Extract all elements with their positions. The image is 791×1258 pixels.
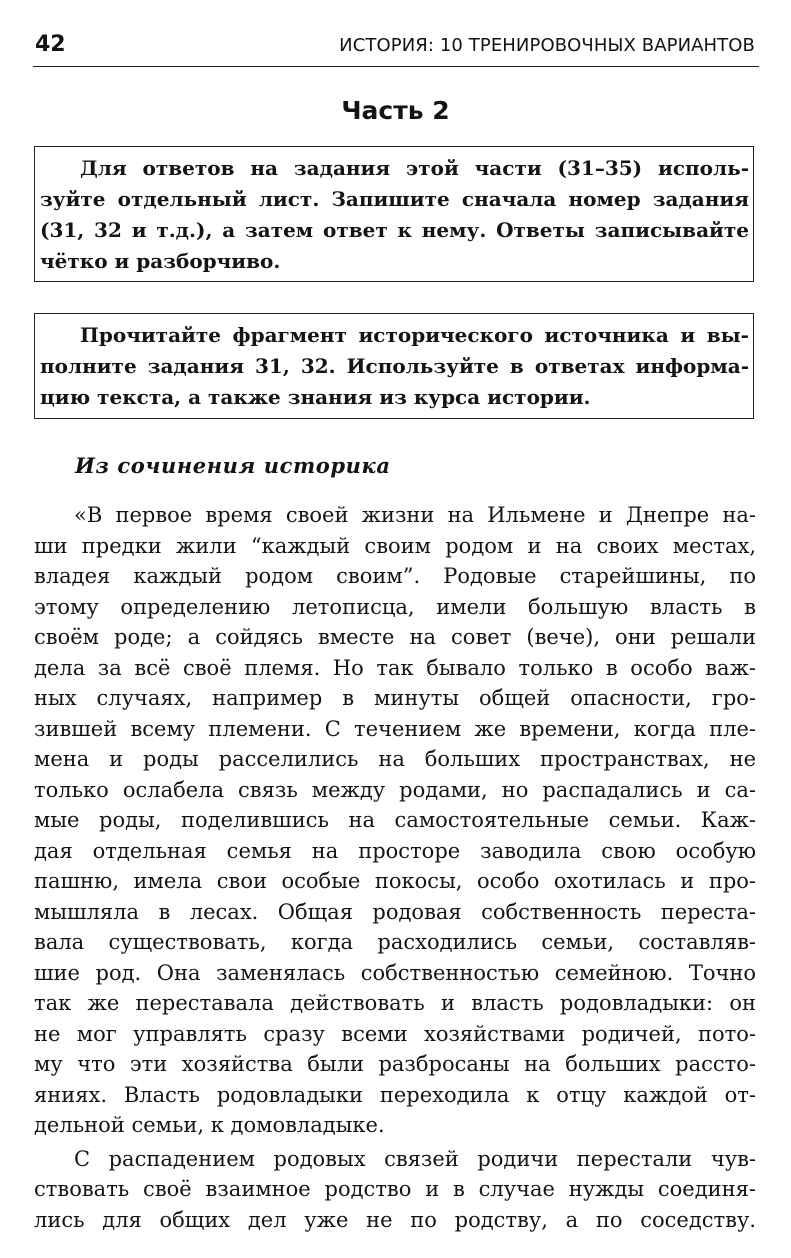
part-title: Часть 2 bbox=[341, 96, 450, 125]
reading-task-line: цию текста, а также знания из курса истории. bbox=[40, 385, 591, 409]
instructions-line: Для ответов на задания этой части (31–35) исполь- bbox=[80, 156, 749, 180]
text-line: не мог управлять сразу всеми хозяйствами родичей, пото- bbox=[34, 1021, 756, 1046]
text-line: этому определению летописца, имели большую власть в bbox=[34, 594, 756, 619]
text-line: «В первое время своей жизни на Ильмене и Днепре на- bbox=[74, 503, 756, 527]
text-line: ных случаях, например в минуты общей опасности, гро- bbox=[34, 686, 756, 710]
reading-task-box bbox=[34, 313, 754, 419]
historian-excerpt bbox=[34, 500, 756, 1235]
page-header bbox=[33, 26, 759, 67]
text-line: ствовать своё взаимное родство и в случае нужды соединя- bbox=[34, 1177, 756, 1201]
text-line: яниях. Власть родовладыки переходила к отцу каждой от- bbox=[34, 1082, 756, 1107]
text-line: лись для общих дел уже не по родству, а по соседству. bbox=[34, 1207, 756, 1232]
text-line: мые роды, поделившись на самостоятельные семьи. Каж- bbox=[34, 808, 756, 832]
reading-task-line: полните задания 31, 32. Используйте в ответах информа- bbox=[40, 354, 749, 378]
book-title: ИСТОРИЯ: 10 ТРЕНИРОВОЧНЫХ ВАРИАНТОВ bbox=[339, 35, 755, 56]
text-line: шие род. Она заменялась собственностью семейною. Точно bbox=[34, 960, 756, 985]
reading-task-line: Прочитайте фрагмент исторического источника и вы- bbox=[80, 323, 749, 347]
text-line: мышляла в лесах. Общая родовая собственность переста- bbox=[34, 899, 756, 924]
instructions-box bbox=[34, 146, 754, 282]
text-line: пашню, имела свои особые покосы, особо охотилась и про- bbox=[34, 869, 756, 893]
text-line: дельной семьи, к домовладыке. bbox=[34, 1113, 385, 1137]
instructions-line: чётко и разборчиво. bbox=[40, 249, 281, 273]
text-line: своём роде; а сойдясь вместе на совет (вече), они решали bbox=[34, 625, 756, 649]
text-line: ши предки жили “каждый своим родом и на своих местах, bbox=[34, 533, 756, 558]
text-line: зившей всему племени. С течением же времени, когда пле- bbox=[34, 716, 756, 741]
text-line: С распадением родовых связей родичи перестали чув- bbox=[74, 1146, 756, 1171]
page-number: 42 bbox=[35, 32, 66, 57]
instructions-line: зуйте отдельный лист. Запишите сначала номер задания bbox=[40, 187, 749, 211]
text-line: так же переставала действовать и власть родовладыки: он bbox=[34, 991, 756, 1015]
text-line: му что эти хозяйства были разбросаны на больших рассто- bbox=[34, 1052, 756, 1076]
source-title: Из сочинения историка bbox=[75, 453, 391, 478]
text-line: дая отдельная семья на просторе заводила свою особую bbox=[34, 838, 756, 863]
text-line: владея каждый родом своим”. Родовые старейшины, по bbox=[34, 564, 756, 588]
text-line: дела за всё своё племя. Но так бывало только в особо важ- bbox=[34, 655, 756, 680]
text-line: мена и роды расселились на больших пространствах, не bbox=[34, 747, 756, 771]
instructions-line: (31, 32 и т.д.), а затем ответ к нему. Ответы записывайте bbox=[40, 218, 749, 242]
text-line: только ослабела связь между родами, но распадались и са- bbox=[34, 777, 756, 802]
text-line: вала существовать, когда расходились семьи, составляв- bbox=[34, 930, 756, 954]
